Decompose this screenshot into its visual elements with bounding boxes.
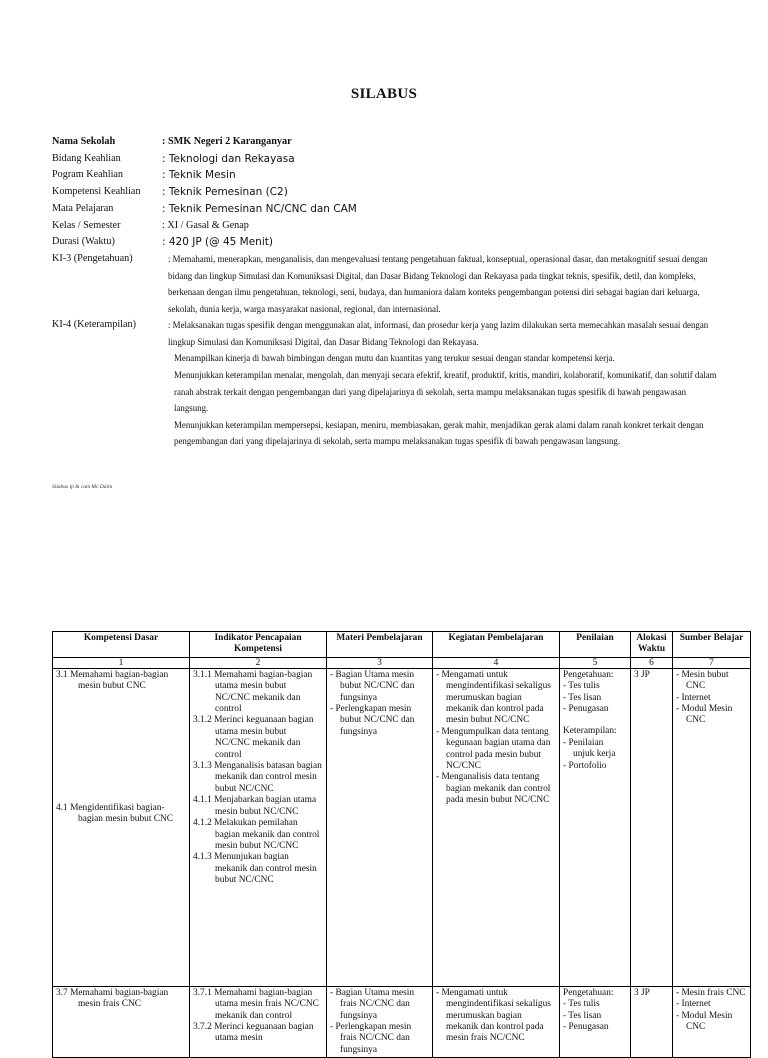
ki3-row [52, 251, 722, 317]
column-header: Kompetensi Dasar [53, 632, 190, 658]
list-item: 3.1.2 Merinci keguanaan bagian utama mesin bubut NC/CNC mekanik dan control [193, 715, 314, 760]
list-item: 3.1 Memahami bagian-bagian mesin bubut CNC [56, 669, 169, 692]
info-row-class [52, 218, 722, 235]
list-item: - Mesin frais CNC [676, 987, 746, 998]
list-item: - Modul Mesin CNC [676, 1010, 733, 1033]
info-label: Bidang Keahlian [52, 152, 121, 164]
ki4-paragraph: Menunjukkan keterampilan menalar, mengolah, dan menyaji secara efektif, kreatif, produktif, kritis, mandiri, kolaboratif, komunikatif, dan solutif dalam ranah abstrak terkait dengan pengembangan dari yang dipelajarinya di sekolah, serta mampu melaksanakan tugas spesifik di bawah pengawasan langsung. [174, 370, 717, 414]
info-label: Kompetensi Keahlian [52, 186, 141, 198]
list-item: - Penilaian unjuk kerja [563, 737, 616, 760]
cell-sumber [673, 986, 751, 1057]
ki4-text [162, 317, 722, 450]
spacer [563, 715, 627, 726]
list-item: - Penugasan [563, 704, 609, 715]
list-item: Pengetahuan: [563, 987, 614, 998]
cell-kd [53, 986, 190, 1057]
ki4-row [52, 317, 722, 450]
info-value: : Teknik Pemesinan NC/CNC dan CAM [162, 202, 357, 215]
column-number: 5 [560, 657, 631, 668]
list-item: - Tes tulis [563, 999, 600, 1010]
identity-block [52, 134, 722, 450]
column-number: 7 [673, 657, 751, 668]
ki3-label: KI-3 (Pengetahuan) [52, 252, 133, 264]
list-item: - Perlengkapan mesin bubut NC/CNC dan fungsinya [330, 704, 415, 737]
info-row-subject [52, 201, 722, 218]
cell-ipk [190, 986, 327, 1057]
info-value: : 420 JP (@ 45 Menit) [162, 236, 273, 249]
info-row-competency [52, 184, 722, 201]
table-header-row [53, 632, 751, 658]
column-number: 2 [190, 657, 327, 668]
info-value: : XI / Gasal & Genap [162, 219, 249, 231]
list-item: - Mengamati untuk mengindentifikasi sekaligus merumuskan bagian mekanik dan kontrol pada mesin bubut NC/CNC [436, 669, 551, 726]
table-row [53, 668, 751, 986]
cell-materi [327, 668, 433, 986]
list-item: - Mengamati untuk mengindentifikasi sekaligus merumuskan bagian mekanik dan kontrol pada mesin frais NC/CNC [436, 987, 551, 1044]
cell-penilaian [560, 986, 631, 1057]
table-row [53, 986, 751, 1057]
list-item: - Menganalisis data tentang bagian mekanik dan control pada mesin bubut NC/CNC [436, 772, 551, 806]
info-label: Kelas / Semester [52, 219, 121, 231]
column-header: Materi Pembelajaran [327, 632, 433, 658]
column-header: Kegiatan Pembelajaran [433, 632, 560, 658]
list-item: - Tes tulis [563, 681, 600, 692]
info-row-duration [52, 234, 722, 251]
list-item: - Mengumpulkan data tentang kegunaan bagian utama dan control pada mesin bubut NC/CNC [436, 726, 551, 772]
info-row-field [52, 151, 722, 168]
cell-alokasi: 3 JP [631, 986, 673, 1057]
column-header: Alokasi Waktu [631, 632, 673, 658]
cell-sumber [673, 668, 751, 986]
list-item: - Internet [676, 999, 711, 1010]
list-item: - Portofolio [563, 760, 607, 771]
info-label: Mata Pelajaran [52, 202, 114, 214]
list-item: - Internet [676, 692, 711, 703]
cell-kegiatan [433, 668, 560, 986]
list-item: 3.7.1 Memahami bagian-bagian utama mesin frais NC/CNC mekanik dan control [193, 987, 319, 1021]
list-item: 4.1.3 Menunjukan bagian mekanik dan control mesin bubut NC/CNC [193, 852, 317, 886]
list-item: - Bagian Utama mesin bubut NC/CNC dan fungsinya [330, 669, 415, 703]
column-header: Sumber Belajar [673, 632, 751, 658]
cell-kd [53, 668, 190, 986]
list-item: 3.1.3 Menganalisis batasan bagian mekanik dan control mesin bubut NC/CNC [193, 761, 322, 794]
info-label: Durasi (Waktu) [52, 236, 115, 248]
list-item: 3.7 Memahami bagian-bagian mesin frais CNC [56, 987, 169, 1010]
cell-ipk [190, 668, 327, 986]
ki4-paragraph: Menunjukkan keterampilan mempersepsi, kesiapan, meniru, membiasakan, gerak mahir, menjadikan gerak alami dalam ranah konkret terkait dengan pengembangan dari yang dipelajarinya di sekolah, serta mampu melaksanakan tugas spesifik di bawah pengawasan langsung. [174, 419, 704, 447]
cell-kegiatan [433, 986, 560, 1057]
column-number: 4 [433, 657, 560, 668]
list-item: - Perlengkapan mesin frais NC/CNC dan fungsinya [330, 1022, 412, 1055]
ki3-paragraph: : Memahami, menerapkan, menganalisis, dan mengevaluasi tentang pengetahuan faktual, konseptual, operasional dasar, dan metakognitif sesuai dengan bidang dan lingkup Simulasi dan Komuniksasi Digital, dan Dasar Bidang Teknologi dan Rekayasa pada tingkat teknis, spesifik, detil, dan kompleks, berkenaan dengan ilmu pengetahuan, teknologi, seni, budaya, dan humaniora dalam konteks pengembangan potensi diri sebagai bagian dari keluarga, sekolah, dunia kerja, warga masyarakat nasional, regional, dan internasional. [168, 253, 708, 314]
info-value: : Teknik Pemesinan (C2) [162, 186, 288, 199]
ki4-label: KI-4 (Keterampilan) [52, 319, 137, 331]
list-item: 3.7.2 Merinci keguanaan bagian utama mesin [193, 1022, 314, 1044]
column-number: 6 [631, 657, 673, 668]
list-item: 4.1 Mengidentifikasi bagian-bagian mesin bubut CNC [56, 802, 174, 825]
list-item: - Mesin bubut CNC [676, 669, 729, 692]
cell-materi [327, 986, 433, 1057]
page-footer: Silabus tp & cam Mc Daim [52, 484, 113, 490]
document-title: SILABUS [350, 86, 418, 102]
column-number: 1 [53, 657, 190, 668]
info-row-program [52, 167, 722, 184]
list-item: - Modul Mesin CNC [676, 704, 733, 726]
info-label: Nama Sekolah [52, 136, 116, 147]
list-item: Keterampilan: [563, 726, 617, 737]
column-header: Indikator Pencapaian Kompetensi [190, 632, 327, 658]
list-item: 3.1.1 Memahami bagian-bagian utama mesin bubut NC/CNC mekanik dan control [193, 669, 313, 715]
column-header: Penilaian [560, 632, 631, 658]
list-item: 4.1.1 Menjabarkan bagian utama mesin bubut NC/CNC [193, 795, 317, 817]
cell-penilaian [560, 668, 631, 986]
column-number: 3 [327, 657, 433, 668]
list-item: - Bagian Utama mesin frais NC/CNC dan fungsinya [330, 987, 415, 1021]
info-value: : SMK Negeri 2 Karanganyar [162, 136, 292, 147]
list-item: - Penugasan [563, 1022, 609, 1033]
list-item: - Tes lisan [563, 1010, 602, 1021]
ki4-paragraph: : Melaksanakan tugas spesifik dengan menggunakan alat, informasi, dan prosedur kerja yang lazim dilakukan serta memecahkan masalah sesuai dengan lingkup Simulasi dan Komuniksasi Digital, dan Dasar Bidang Teknologi dan Rekayasa. [168, 320, 709, 347]
column-number-row [53, 657, 751, 668]
ki3-text [162, 251, 722, 317]
cell-alokasi: 3 JP [631, 668, 673, 986]
ki4-paragraph: Menampilkan kinerja di bawah bimbingan dengan mutu dan kuantitas yang terukur sesuai dengan standar kompetensi kerja. [174, 353, 615, 364]
list-item: Pengetahuan: [563, 669, 614, 680]
info-label: Pogram Keahlian [52, 169, 124, 181]
list-item: 4.1.2 Melakukan pemilahan bagian mekanik dan control mesin bubut NC/CNC [193, 818, 320, 851]
info-row-school [52, 134, 722, 151]
syllabus-table [52, 631, 751, 1058]
info-value: : Teknologi dan Rekayasa [162, 152, 295, 165]
info-value: : Teknik Mesin [162, 169, 236, 182]
list-item: - Tes lisan [563, 692, 602, 703]
